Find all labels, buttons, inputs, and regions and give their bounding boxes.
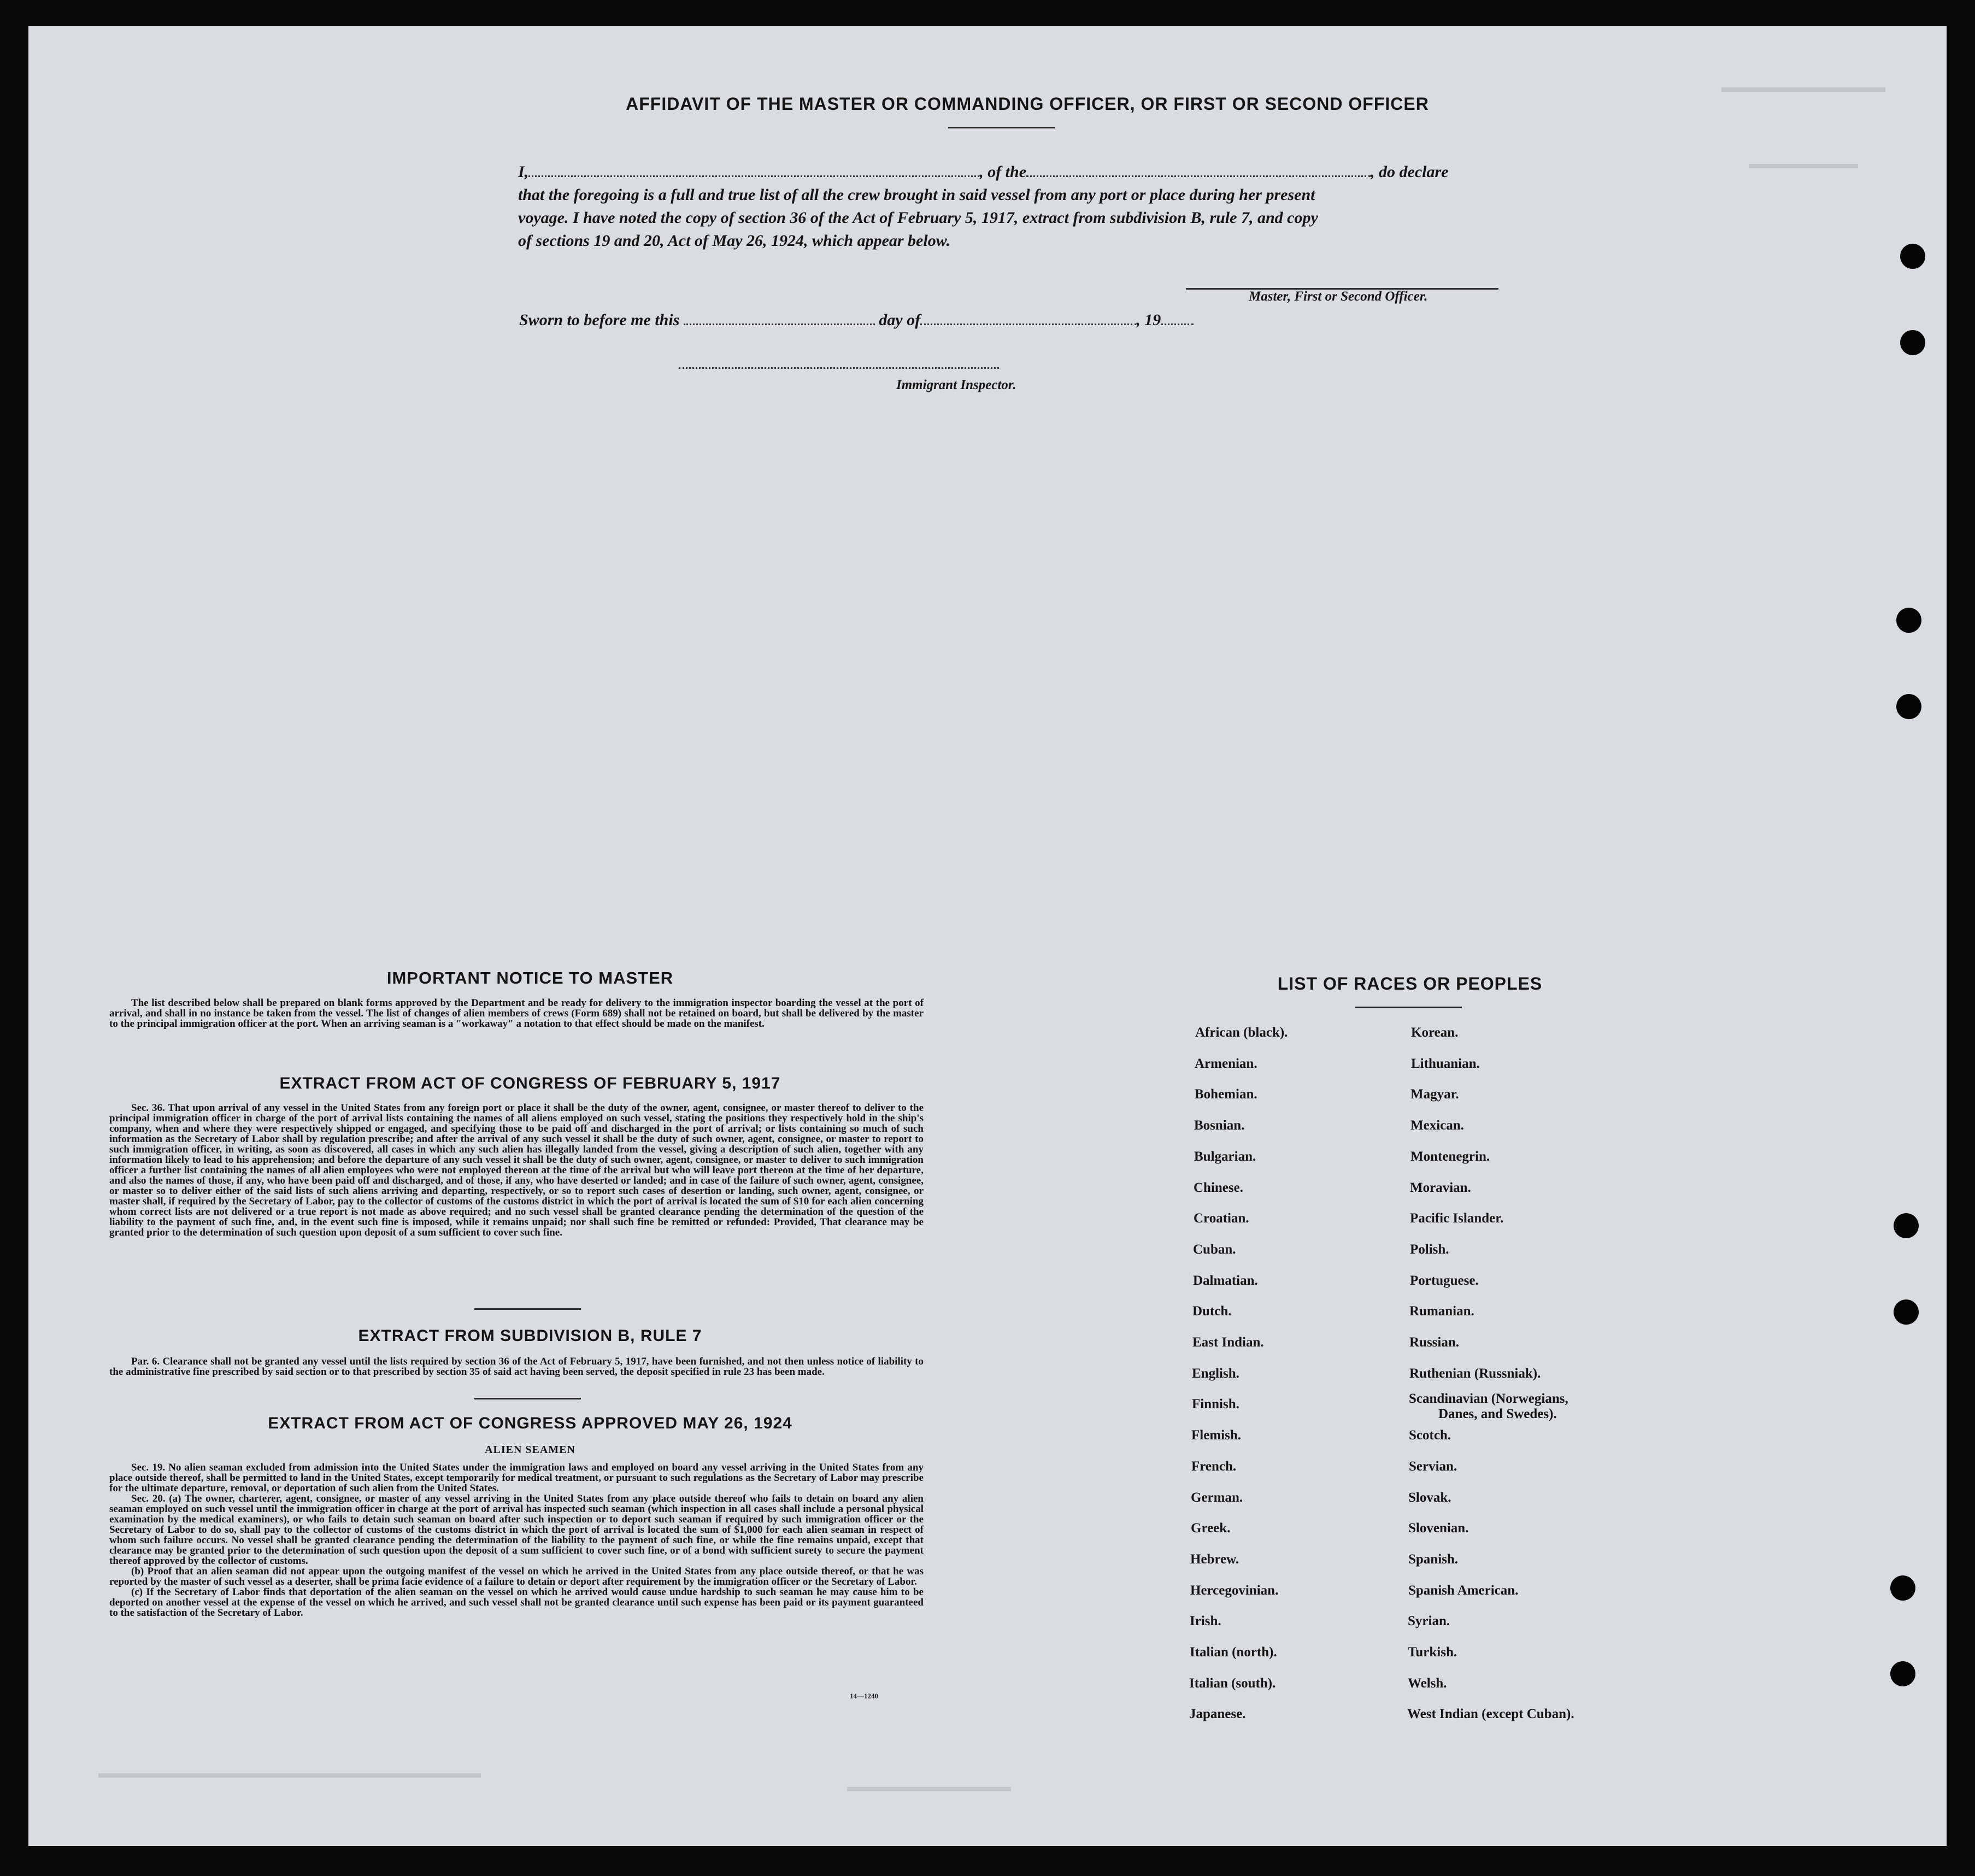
affidavit-line-2: that the foregoing is a full and true list of all the crew brought in said vessel from any port or place during her present bbox=[518, 186, 1315, 204]
master-signature-label: Master, First or Second Officer. bbox=[1249, 289, 1428, 304]
title-rule bbox=[948, 127, 1055, 128]
race-item: Cuban. bbox=[1193, 1242, 1236, 1257]
bleed-through-mark bbox=[1721, 87, 1885, 92]
of-the-label: , of the bbox=[979, 163, 1027, 181]
race-item: Portuguese. bbox=[1410, 1273, 1479, 1288]
race-item: African (black). bbox=[1195, 1025, 1288, 1040]
punch-hole-icon bbox=[1900, 330, 1925, 355]
inspector-signature-field[interactable] bbox=[679, 355, 999, 369]
bleed-through-mark bbox=[98, 1773, 481, 1778]
race-item: Korean. bbox=[1411, 1025, 1459, 1040]
affidavit-line-4: of sections 19 and 20, Act of May 26, 1924, which appear below. bbox=[518, 232, 951, 250]
race-item: Rumanian. bbox=[1409, 1304, 1474, 1319]
sworn-line bbox=[519, 309, 1194, 332]
punch-hole-icon bbox=[1896, 608, 1921, 633]
affidavit-text bbox=[518, 161, 1538, 252]
master-signature-field[interactable] bbox=[1186, 276, 1498, 290]
race-item: Turkish. bbox=[1408, 1645, 1457, 1660]
name-field[interactable] bbox=[528, 163, 979, 177]
section-rule bbox=[474, 1308, 581, 1310]
race-item: Hebrew. bbox=[1190, 1552, 1239, 1567]
race-item: Chinese. bbox=[1194, 1180, 1243, 1195]
race-item: Polish. bbox=[1410, 1242, 1449, 1257]
race-item: Pacific Islander. bbox=[1410, 1211, 1504, 1226]
sec-20a-text: Sec. 20. (a) The owner, charterer, agent, consignee, or master of any vessel arriving in the United States from any place outside thereof who fails to detain on board any alien seaman employed on such vessel until the immigration officer in charge at the port of arrival has inspected such seaman (which inspection in all cases shall include a personal physical examination by the medical examiners), or who fails to detain such seaman on board after such inspection or to deport such seaman if required by such immigration officer or the Secretary of Labor to do so, shall pay to the collector of customs of the customs district in which the port of arrival is located the sum of $1,000 for each alien seaman in respect of whom such failure occurs. No vessel shall be granted clearance pending the determination of the liability to the payment of such fine, or while the fine remains unpaid, except that clearance may be granted prior to the determination of such question upon the deposit of a sum sufficient to cover such fine, or of a bond with sufficient surety to secure the payment thereof approved by the collector of customs. bbox=[109, 1493, 924, 1567]
sworn-label: Sworn to before me this bbox=[519, 311, 680, 329]
race-item: Italian (south). bbox=[1189, 1676, 1276, 1691]
race-item: Dalmatian. bbox=[1193, 1273, 1258, 1288]
affidavit-title: AFFIDAVIT OF THE MASTER OR COMMANDING OFFICER, OR FIRST OR SECOND OFFICER bbox=[626, 94, 1429, 114]
race-item: Russian. bbox=[1409, 1335, 1460, 1350]
race-item: Lithuanian. bbox=[1411, 1056, 1480, 1071]
sec-20c-text: (c) If the Secretary of Labor finds that deportation of the alien seaman on the vessel on which he arrived would cause undue hardship to such seaman he may cause him to be deported on another vessel at the expense of the vessel on which he arrived, and such vessel shall not be granted clearance until such expense has been paid or its payment guaranteed to the satisfaction of the Secretary of Labor. bbox=[109, 1586, 924, 1619]
race-item: Montenegrin. bbox=[1410, 1149, 1490, 1164]
race-item: Scandinavian (Norwegians, bbox=[1409, 1391, 1568, 1406]
race-item: Flemish. bbox=[1191, 1428, 1241, 1443]
notice-text: The list described below shall be prepared on blank forms approved by the Department and be ready for delivery to the immigration inspector boarding the vessel at the port of arrival, and shall in no instance be taken from the vessel. The list of changes of alien members of crews (Form 689) shall not be retained on board, but shall be delivered by the master to the principal immigration officer at the port. When an arriving seaman is a "workaway" a notation to that effect should be made on the manifest. bbox=[109, 997, 924, 1030]
extract-1917-title: EXTRACT FROM ACT OF CONGRESS OF FEBRUARY 5, 1917 bbox=[279, 1074, 781, 1092]
do-declare-label: , do declare bbox=[1371, 163, 1449, 181]
affidavit-line-3: voyage. I have noted the copy of section 36 of the Act of February 5, 1917, extract from subdivision B, rule 7, and copy bbox=[518, 209, 1318, 227]
rule7-title: EXTRACT FROM SUBDIVISION B, RULE 7 bbox=[358, 1327, 702, 1345]
race-item: Armenian. bbox=[1195, 1056, 1257, 1071]
punch-hole-icon bbox=[1896, 694, 1921, 719]
races-title: LIST OF RACES OR PEOPLES bbox=[1277, 974, 1543, 993]
form-number: 14—1240 bbox=[850, 1692, 878, 1700]
alien-seamen-subtitle: ALIEN SEAMEN bbox=[485, 1444, 575, 1456]
race-item: Moravian. bbox=[1410, 1180, 1471, 1195]
race-item: Slovenian. bbox=[1408, 1521, 1469, 1536]
punch-hole-icon bbox=[1890, 1661, 1915, 1686]
punch-hole-icon bbox=[1900, 244, 1925, 269]
sec-19-text: Sec. 19. No alien seaman excluded from admission into the United States under the immigration laws and employed on board any vessel arriving in the United States from any place outside thereof, shall be permitted to land in the United States, except temporarily for medical treatment, or pursuant to such regulations as the Secretary of Labor may prescribe for the ultimate departure, removal, or deportation of such alien from the United States. bbox=[109, 1462, 924, 1494]
vessel-field[interactable] bbox=[1026, 163, 1371, 177]
race-item: Dutch. bbox=[1192, 1304, 1232, 1319]
race-item: Irish. bbox=[1190, 1614, 1221, 1628]
sec-20b-text: (b) Proof that an alien seaman did not appear upon the outgoing manifest of the vessel on which he arrived in the United States from any place outside thereof, or that he was reported by the master of such vessel as a deserter, shall be prima facie evidence of a failure to detain or deport after requirement by the immigration officer or the Secretary of Labor. bbox=[109, 1566, 924, 1587]
race-item: Ruthenian (Russniak). bbox=[1409, 1366, 1541, 1381]
year-field[interactable] bbox=[1161, 311, 1194, 325]
race-item: Slovak. bbox=[1408, 1490, 1451, 1505]
race-item: Spanish American. bbox=[1408, 1583, 1519, 1598]
race-item: Hercegovinian. bbox=[1190, 1583, 1279, 1598]
race-item: Japanese. bbox=[1189, 1707, 1246, 1721]
race-item: English. bbox=[1192, 1366, 1239, 1381]
punch-hole-icon bbox=[1894, 1213, 1919, 1238]
race-item: East Indian. bbox=[1192, 1335, 1264, 1350]
race-item: Magyar. bbox=[1410, 1087, 1459, 1102]
rule7-text: Par. 6. Clearance shall not be granted any vessel until the lists required by section 36 of the Act of February 5, 1917, have been furnished, and not then unless notice of liability to the administrative fine prescribed by said section or to that prescribed by section 35 of said act having been served, the deposit specified in rule 23 has been made. bbox=[109, 1356, 924, 1378]
extract-1917-text: Sec. 36. That upon arrival of any vessel in the United States from any foreign port or place it shall be the duty of the owner, agent, consignee, or master thereof to deliver to the principal immigration officer in charge of the port of arrival lists containing the names of all aliens employed on such vessel, stating the positions they respectively hold in the ship's company, when and where they were respectively shipped or engaged, and specifying those to be paid off and discharged in the port of arrival; or lists containing so much of such information as the Secretary of Labor shall by regulation prescribe; and after the arrival of any such vessel it shall be the duty of such owner, agent, consignee, or master to report to such immigration officer, in writing, as soon as discovered, all cases in which any such alien has illegally landed from the vessel, giving a description of such alien, together with any information likely to lead to his apprehension; and before the departure of any such vessel it shall be the duty of such owner, agent, consignee, or master to deliver to such immigration officer a further list containing the names of all alien employees who were not employed thereon at the time of the arrival but who will leave port thereon at the time of her departure, and also the names of those, if any, who have been paid off and discharged, and of those, if any, who have deserted or landed; and in case of the failure of such owner, agent, consignee, or master so to deliver either of the said lists of such aliens arriving and departing, respectively, or so to report such cases of desertion or landing, such owner, agent, consignee, or master shall, if required by the Secretary of Labor, pay to the collector of customs of the customs district in which the port of arrival is located the sum of $10 for each alien concerning whom correct lists are not delivered or a true report is not made as above required; and no such vessel shall be granted clearance pending the determination of the question of the liability to the payment of such fine, and, in the event such fine is imposed, while it remains unpaid; nor shall such fine be remitted or refunded: Provided, That clearance may be granted prior to the determination of such question upon deposit of a sum sufficient to cover such fine. bbox=[109, 1102, 924, 1238]
notice-title: IMPORTANT NOTICE TO MASTER bbox=[386, 968, 674, 987]
inspector-label: Immigrant Inspector. bbox=[896, 378, 1016, 392]
year-label: , 19 bbox=[1136, 311, 1161, 329]
bleed-through-mark bbox=[1749, 164, 1858, 168]
race-item: Mexican. bbox=[1410, 1118, 1464, 1133]
extract-1924-title: EXTRACT FROM ACT OF CONGRESS APPROVED MAY 26, 1924 bbox=[268, 1414, 792, 1432]
race-item: Bulgarian. bbox=[1194, 1149, 1256, 1164]
race-item: Syrian. bbox=[1408, 1614, 1450, 1628]
section-rule bbox=[474, 1398, 581, 1399]
race-item: Greek. bbox=[1191, 1521, 1231, 1536]
race-item: Finnish. bbox=[1192, 1397, 1239, 1412]
race-item: Bohemian. bbox=[1195, 1087, 1257, 1102]
race-item: Bosnian. bbox=[1194, 1118, 1245, 1133]
race-item: Welsh. bbox=[1408, 1676, 1447, 1691]
i-label: I, bbox=[518, 163, 529, 181]
punch-hole-icon bbox=[1890, 1575, 1915, 1601]
day-of-label: day of bbox=[879, 311, 921, 329]
race-item: Italian (north). bbox=[1190, 1645, 1277, 1660]
races-title-rule bbox=[1355, 1007, 1462, 1008]
race-item: Croatian. bbox=[1194, 1211, 1249, 1226]
month-field[interactable] bbox=[920, 311, 1136, 325]
race-item: West Indian (except Cuban). bbox=[1407, 1707, 1574, 1721]
race-item: Spanish. bbox=[1408, 1552, 1459, 1567]
sworn-day-field[interactable] bbox=[684, 311, 875, 325]
race-item: French. bbox=[1191, 1459, 1237, 1474]
bleed-through-mark bbox=[847, 1787, 1011, 1791]
race-item: Servian. bbox=[1409, 1459, 1457, 1474]
affidavit-line-1 bbox=[518, 161, 1538, 184]
race-item: German. bbox=[1191, 1490, 1243, 1505]
race-item: Scotch. bbox=[1409, 1428, 1451, 1443]
punch-hole-icon bbox=[1894, 1299, 1919, 1325]
race-item-scandinavian-cont: Danes, and Swedes). bbox=[1438, 1407, 1557, 1421]
extract-1924-body bbox=[109, 1462, 924, 1618]
